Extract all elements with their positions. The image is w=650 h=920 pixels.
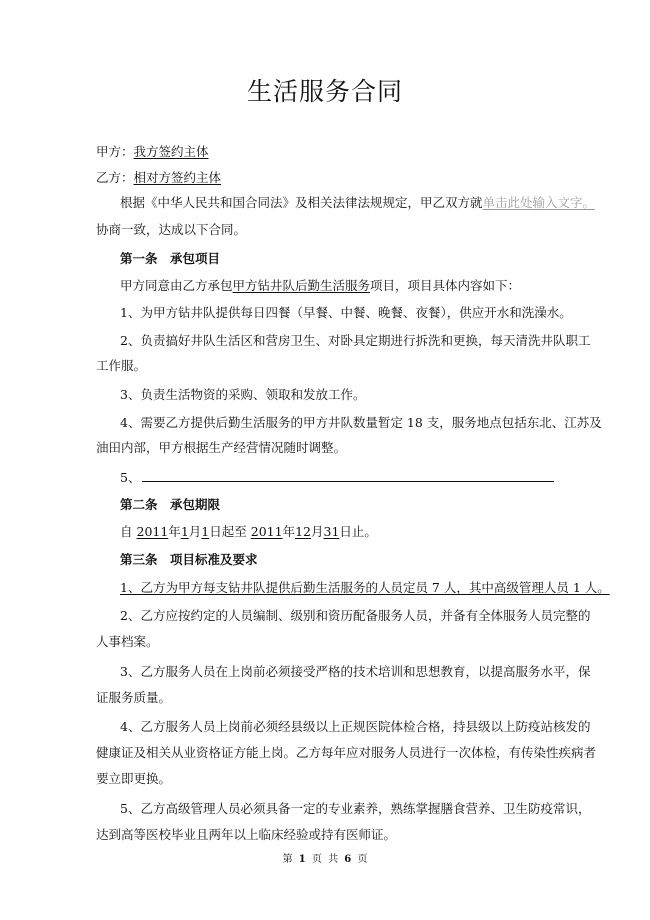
article-3-item-4: 4、乙方服务人员上岗前必须经县级以上正规医院体检合格，持县级以上防疫站核发的 [120,719,591,734]
end-year-field[interactable]: 2011 [250,524,283,539]
document-title: 生活服务合同 [246,77,403,106]
article-3-heading: 第三条 项目标准及要求 [120,552,258,567]
party-b-label: 乙方： [96,170,134,185]
party-b-line [96,168,221,188]
article-1-item-5 [120,467,554,488]
article-1-heading: 第一条 承包项目 [120,251,221,266]
page-number: 1 [298,854,306,865]
party-b-value[interactable]: 相对方签约主体 [133,170,222,185]
footer-text-2: 页 共 [311,854,339,865]
article-3-item-5: 5、乙方高级管理人员必须具备一定的专业素养，熟练掌握膳食营养、卫生防疫常识， [120,801,591,816]
article-2-heading: 第二条 承包期限 [120,497,221,512]
party-a-label: 甲方： [96,144,134,159]
party-a-value[interactable]: 我方签约主体 [133,144,209,159]
month-label: 月 [188,524,202,539]
end-month-field[interactable]: 12 [295,524,311,539]
article-1-intro [120,276,520,296]
placeholder-field[interactable]: 单击此处输入文字。 [482,195,596,210]
intro-paragraph [120,193,595,213]
period-mid-text: 日起至 [209,524,247,539]
article-3-item-4-cont: 健康证及相关从业资格证方能上岗。乙方每年应对服务人员进行一次体检，有传染性疾病者 [96,745,597,760]
period-end-text: 日止。 [339,524,377,539]
intro-paragraph-cont: 协商一致，达成以下合同。 [96,222,247,237]
article-1-intro-text-end: 项目，项目具体内容如下： [370,278,521,293]
intro-text: 根据《中华人民共和国合同法》及相关法律法规规定，甲乙双方就 [120,195,483,210]
article-1-item-4: 4、需要乙方提供后勤生活服务的甲方井队数量暂定 18 支，服务地点包括东北、江苏及 [120,415,602,430]
article-1-item-2: 2、负责搞好井队生活区和营房卫生、对卧具定期进行拆洗和更换，每天清洗井队职工 [120,333,591,348]
period-prefix: 自 [120,524,133,539]
article-1-item-2-cont: 工作服。 [96,358,147,373]
article-3-item-2-cont: 人事档案。 [96,634,159,649]
item-5-number: 5、 [120,470,141,485]
footer-text-1: 第 [282,854,293,865]
article-3-item-5-cont: 达到高等医校毕业且两年以上临床经验或持有医师证。 [96,827,397,842]
footer-text-3: 页 [357,854,368,865]
start-year-field[interactable]: 2011 [136,524,169,539]
page-footer [0,852,650,868]
article-3-item-2: 2、乙方应按约定的人员编制、级别和资历配备服务人员，并备有全体服务人员完整的 [120,608,591,623]
start-day-field[interactable]: 1 [201,524,210,539]
article-3-item-4-cont-2: 要立即更换。 [96,771,172,786]
year-label-2: 年 [282,524,296,539]
end-day-field[interactable]: 31 [323,524,340,539]
article-1-item-4-cont: 油田内部，甲方根据生产经营情况随时调整。 [96,440,347,455]
item-5-blank-field[interactable] [142,467,554,482]
party-a-line [96,142,209,162]
month-label-2: 月 [310,524,324,539]
article-1-item-1: 1、为甲方钻井队提供每日四餐（早餐、中餐、晚餐、夜餐），供应开水和洗澡水。 [120,305,572,320]
project-name-field[interactable]: 甲方钻井队后勤生活服务 [232,278,371,293]
article-3-item-3: 3、乙方服务人员在上岗前必须接受严格的技术培训和思想教育，以提高服务水平，保 [120,664,591,679]
article-3-item-1: 1、乙方为甲方每支钻井队提供后勤生活服务的人员定员 7 人，其中高级管理人员 1 人。 [120,580,610,595]
total-pages: 6 [344,854,352,865]
article-1-item-3: 3、负责生活物资的采购、领取和发放工作。 [120,387,366,402]
article-3-item-3-cont: 证服务质量。 [96,690,172,705]
contract-period [120,522,377,542]
start-month-field[interactable]: 1 [180,524,189,539]
year-label: 年 [168,524,181,539]
article-1-intro-text: 甲方同意由乙方承包 [120,278,233,293]
